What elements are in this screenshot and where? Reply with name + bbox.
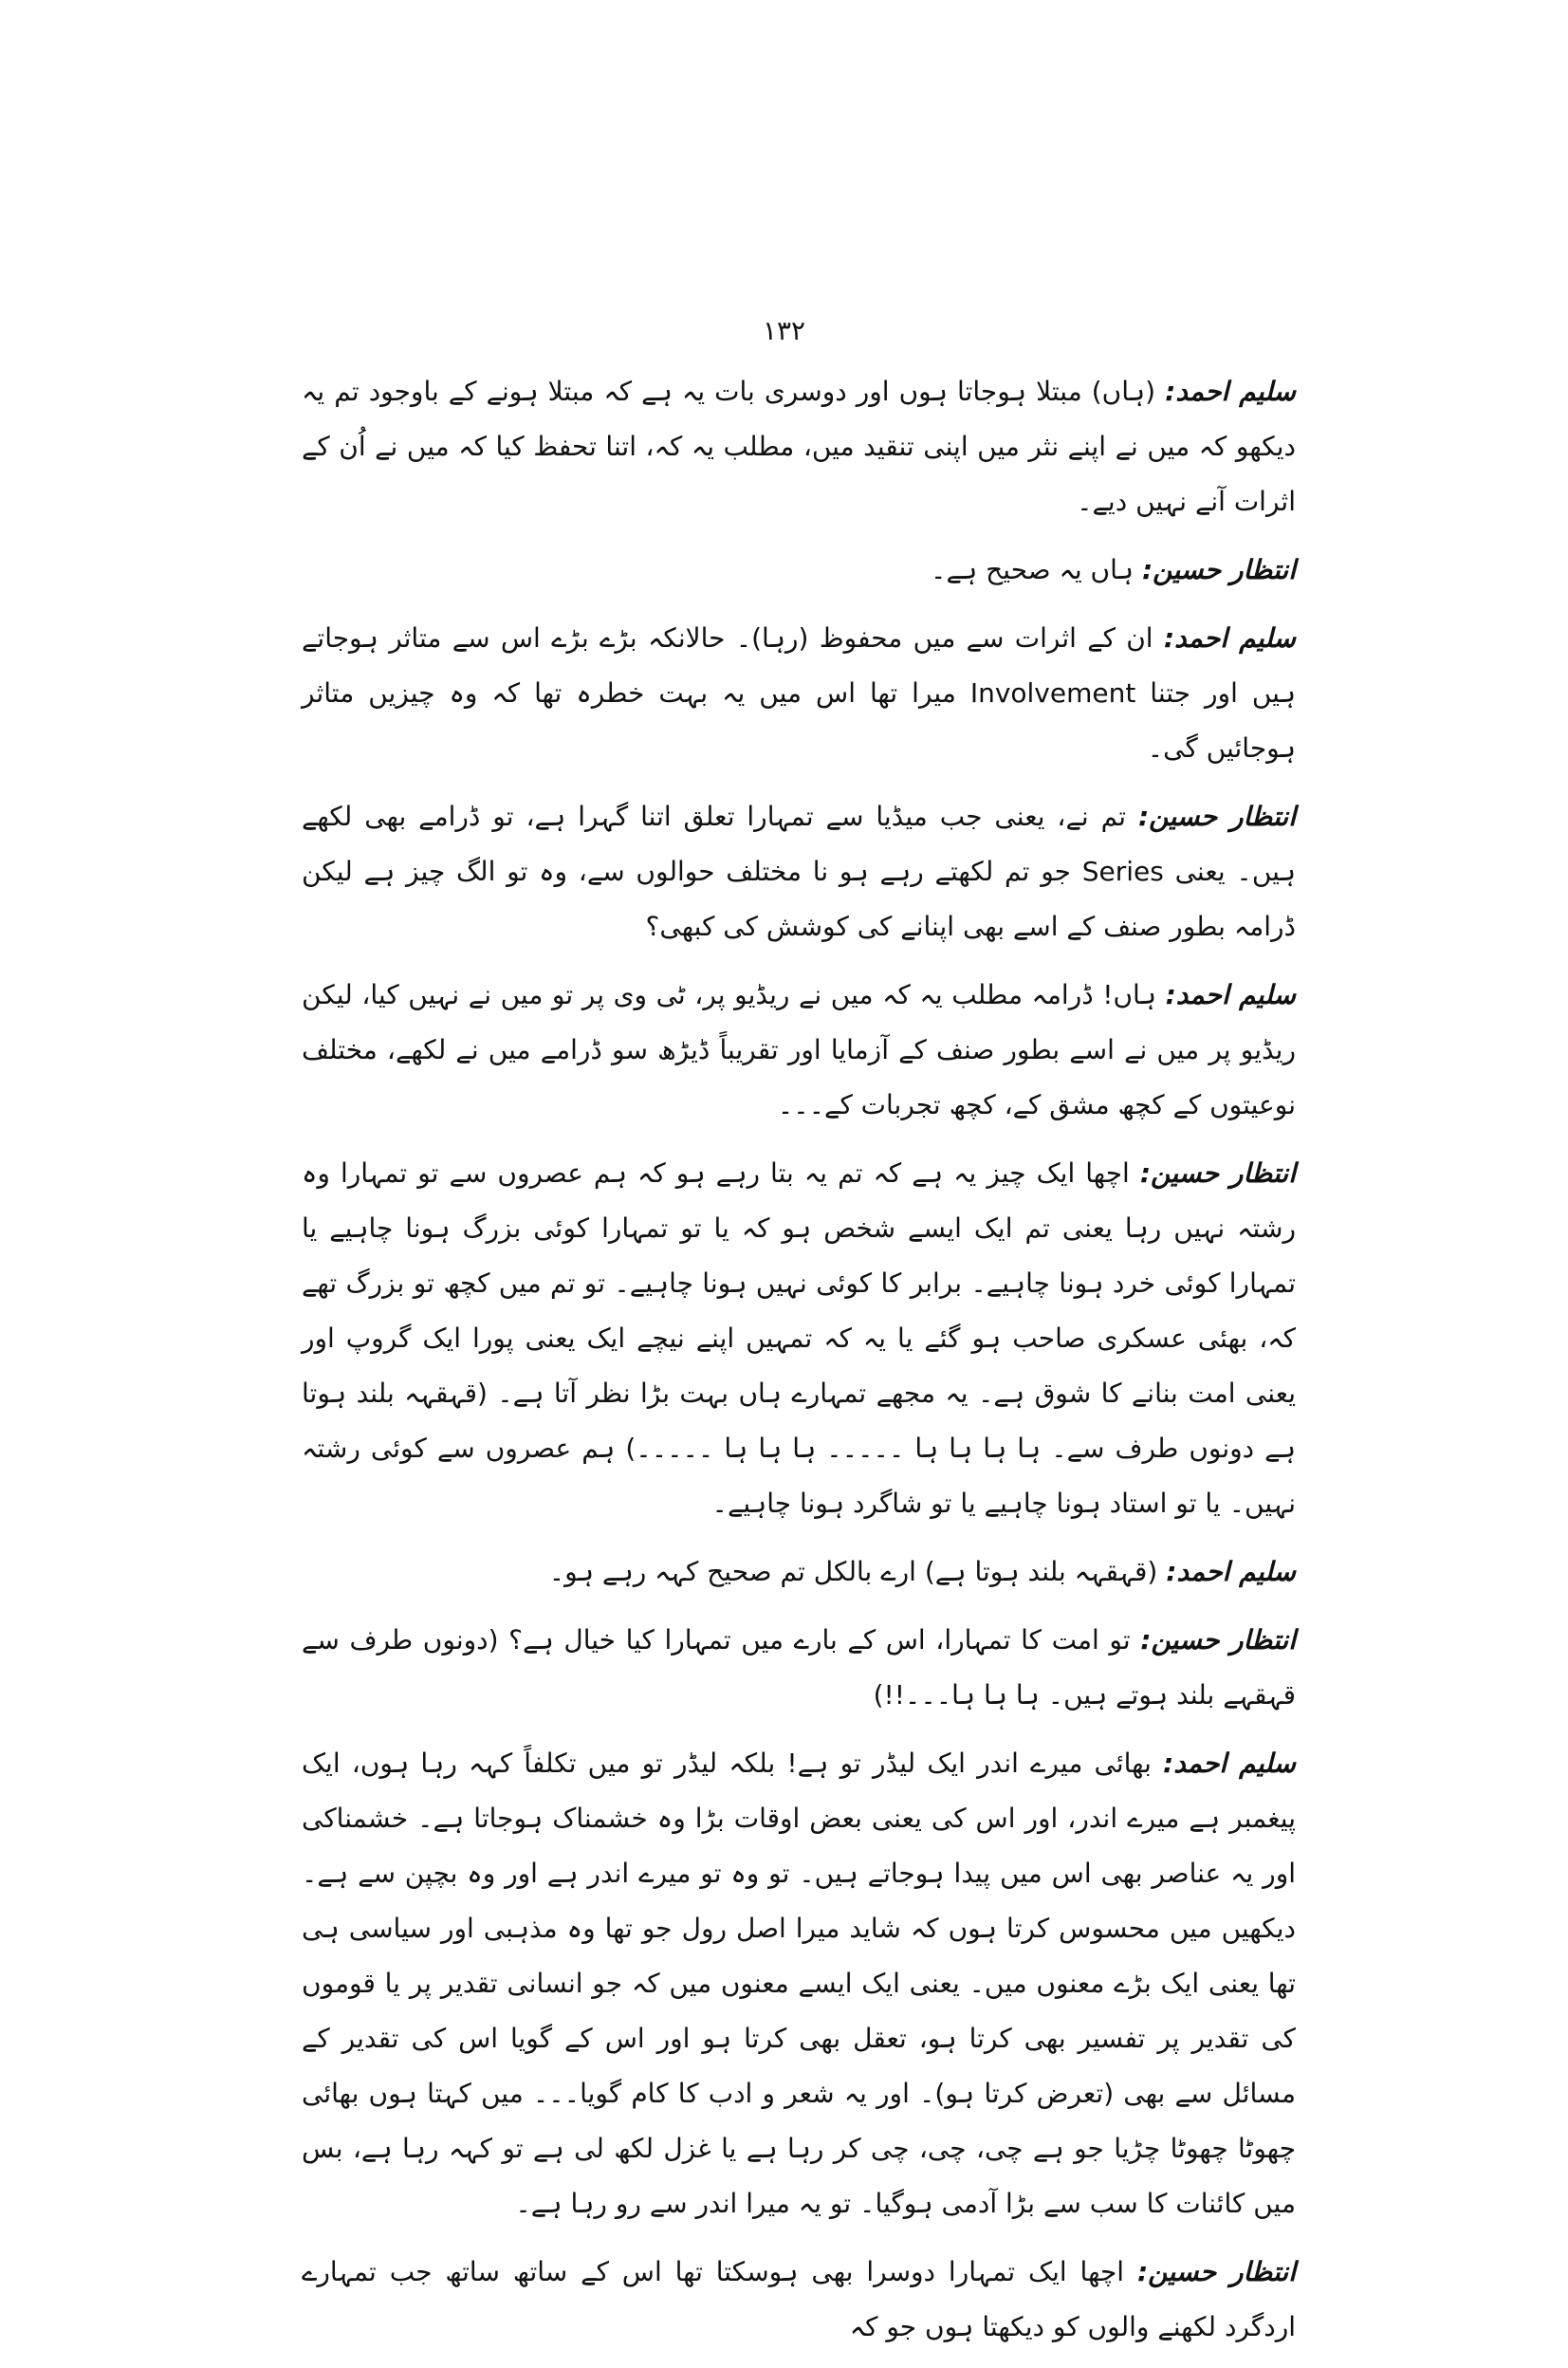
speaker-name: سلیم احمد:	[1165, 979, 1296, 1010]
dialogue-text: تو امت کا تمہارا، اس کے بارے میں تمہارا کیا خیال ہے؟ (دونوں طرف سے قہقہے بلند ہوتے ہیں۔ ہا ہا ہا۔۔۔!!)	[302, 1624, 1296, 1711]
dialogue-paragraph	[302, 1146, 1296, 1531]
speaker-name: سلیم احمد:	[1166, 1556, 1296, 1587]
dialogue-text: ہاں یہ صحیح ہے۔	[931, 554, 1134, 585]
dialogue-paragraph	[302, 364, 1296, 529]
dialogue-body	[302, 364, 1296, 2368]
dialogue-paragraph	[302, 1736, 1296, 2231]
dialogue-paragraph	[302, 1545, 1296, 1600]
dialogue-paragraph	[302, 1613, 1296, 1723]
dialogue-text: ہاں! ڈرامہ مطلب یہ کہ میں نے ریڈیو پر، ٹی وی پر تو میں نے نہیں کیا، لیکن ریڈیو پر میں نے اسے بطور صنف کے آزمایا اور تقریباً ڈیڑھ سو ڈرامے میں نے لکھے، مختلف نوعیتوں کے کچھ مشق کے، کچھ تجربات کے۔۔۔	[302, 979, 1296, 1120]
speaker-name: سلیم احمد:	[1163, 1748, 1296, 1779]
dialogue-text: (ہاں) مبتلا ہوجاتا ہوں اور دوسری بات یہ ہے کہ مبتلا ہونے کے باوجود تم یہ دیکھو کہ میں نے اپنے نثر میں اپنی تنقید میں، مطلب یہ کہ، اتنا تحفظ کیا کہ میں نے اُن کے اثرات آنے نہیں دیے۔	[302, 376, 1296, 517]
speaker-name: انتظار حسین:	[1137, 801, 1296, 832]
dialogue-text: ان کے اثرات سے میں محفوظ (رہا)۔ حالانکہ بڑے بڑے اس سے متاثر ہوجاتے ہیں اور جتنا Involvement میرا تھا اس میں یہ بہت خطرہ تھا کہ وہ چیزیں متاثر ہوجائیں گی۔	[302, 622, 1296, 764]
speaker-name: سلیم احمد:	[1165, 376, 1297, 407]
dialogue-paragraph	[302, 543, 1296, 598]
dialogue-paragraph	[302, 968, 1296, 1133]
dialogue-text: اچھا ایک چیز یہ ہے کہ تم یہ بتا رہے ہو کہ ہم عصروں سے تو تمہارا وہ رشتہ نہیں رہا یعنی تم ایک ایسے شخص ہو کہ یا تو تمہارا کوئی بزرگ ہونا چاہیے یا تمہارا کوئی خرد ہونا چاہیے۔ برابر کا کوئی نہیں ہونا چاہیے۔ تو تم میں کچھ تو بزرگ تھے کہ، بھئی عسکری صاحب ہو گئے یا یہ کہ تمہیں اپنے نیچے ایک یعنی پورا ایک گروپ اور یعنی امت بنانے کا شوق ہے۔ یہ مجھے تمہارے ہاں بہت بڑا نظر آتا ہے۔ (قہقہہ بلند ہوتا ہے دونوں طرف سے۔ ہا ہا ہا ہا ۔۔۔۔۔ ہا ہا ہا ۔۔۔۔۔) ہم عصروں سے کوئی رشتہ نہیں۔ یا تو استاد ہونا چاہیے یا تو شاگرد ہونا چاہیے۔	[302, 1157, 1296, 1519]
speaker-name: سلیم احمد:	[1163, 622, 1297, 654]
dialogue-text: تم نے، یعنی جب میڈیا سے تمہارا تعلق اتنا گہرا ہے، تو ڈرامے بھی لکھے ہیں۔ یعنی Series جو تم لکھتے رہے ہو نا مختلف حوالوں سے، وہ تو الگ چیز ہے لیکن ڈرامہ بطور صنف کے اسے بھی اپنانے کی کوشش کی کبھی؟	[302, 801, 1296, 942]
dialogue-text: بھائی میرے اندر ایک لیڈر تو ہے! بلکہ لیڈر تو میں تکلفاً کہہ رہا ہوں، ایک پیغمبر ہے میرے اندر، اور اس کی یعنی بعض اوقات بڑا وہ خشمناک ہوجاتا ہے۔ خشمناکی اور یہ عناصر بھی اس میں پیدا ہوجاتے ہیں۔ تو وہ تو میرے اندر ہے اور وہ بچپن سے ہے۔ دیکھیں میں محسوس کرتا ہوں کہ شاید میرا اصل رول جو تھا وہ مذہبی اور سیاسی ہی تھا یعنی ایک بڑے معنوں میں۔ یعنی ایک ایسے معنوں میں کہ جو انسانی تقدیر پر یا قوموں کی تقدیر پر تفسیر بھی کرتا ہو، تعقل بھی کرتا ہو اور اس کے گویا اس کی تقدیر کے مسائل سے بھی (تعرض کرتا ہو)۔ اور یہ شعر و ادب کا کام گویا۔۔۔ میں کہتا ہوں بھائی چھوٹا چھوٹا چڑیا جو ہے چی، چی، چی کر رہا ہے یا غزل لکھ لی ہے تو کہہ رہا ہے، بس میں کائنات کا سب سے بڑا آدمی ہوگیا۔ تو یہ میرا اندر سے رو رہا ہے۔	[302, 1748, 1296, 2219]
dialogue-text: اچھا ایک تمہارا دوسرا بھی ہوسکتا تھا اس کے ساتھ ساتھ جب تمہارے اردگرد لکھنے والوں کو دیکھتا ہوں جو کہ	[302, 2256, 1296, 2342]
speaker-name: انتظار حسین:	[1136, 2256, 1296, 2287]
speaker-name: انتظار حسین:	[1141, 554, 1296, 585]
page-number: ۱۳۲	[762, 315, 806, 346]
dialogue-text: (قہقہہ بلند ہوتا ہے) ارے بالکل تم صحیح کہہ رہے ہو۔	[548, 1556, 1158, 1587]
dialogue-paragraph	[302, 789, 1296, 954]
speaker-name: انتظار حسین:	[1139, 1157, 1296, 1189]
dialogue-paragraph	[302, 611, 1296, 776]
speaker-name: انتظار حسین:	[1140, 1624, 1296, 1656]
dialogue-paragraph	[302, 2245, 1296, 2355]
